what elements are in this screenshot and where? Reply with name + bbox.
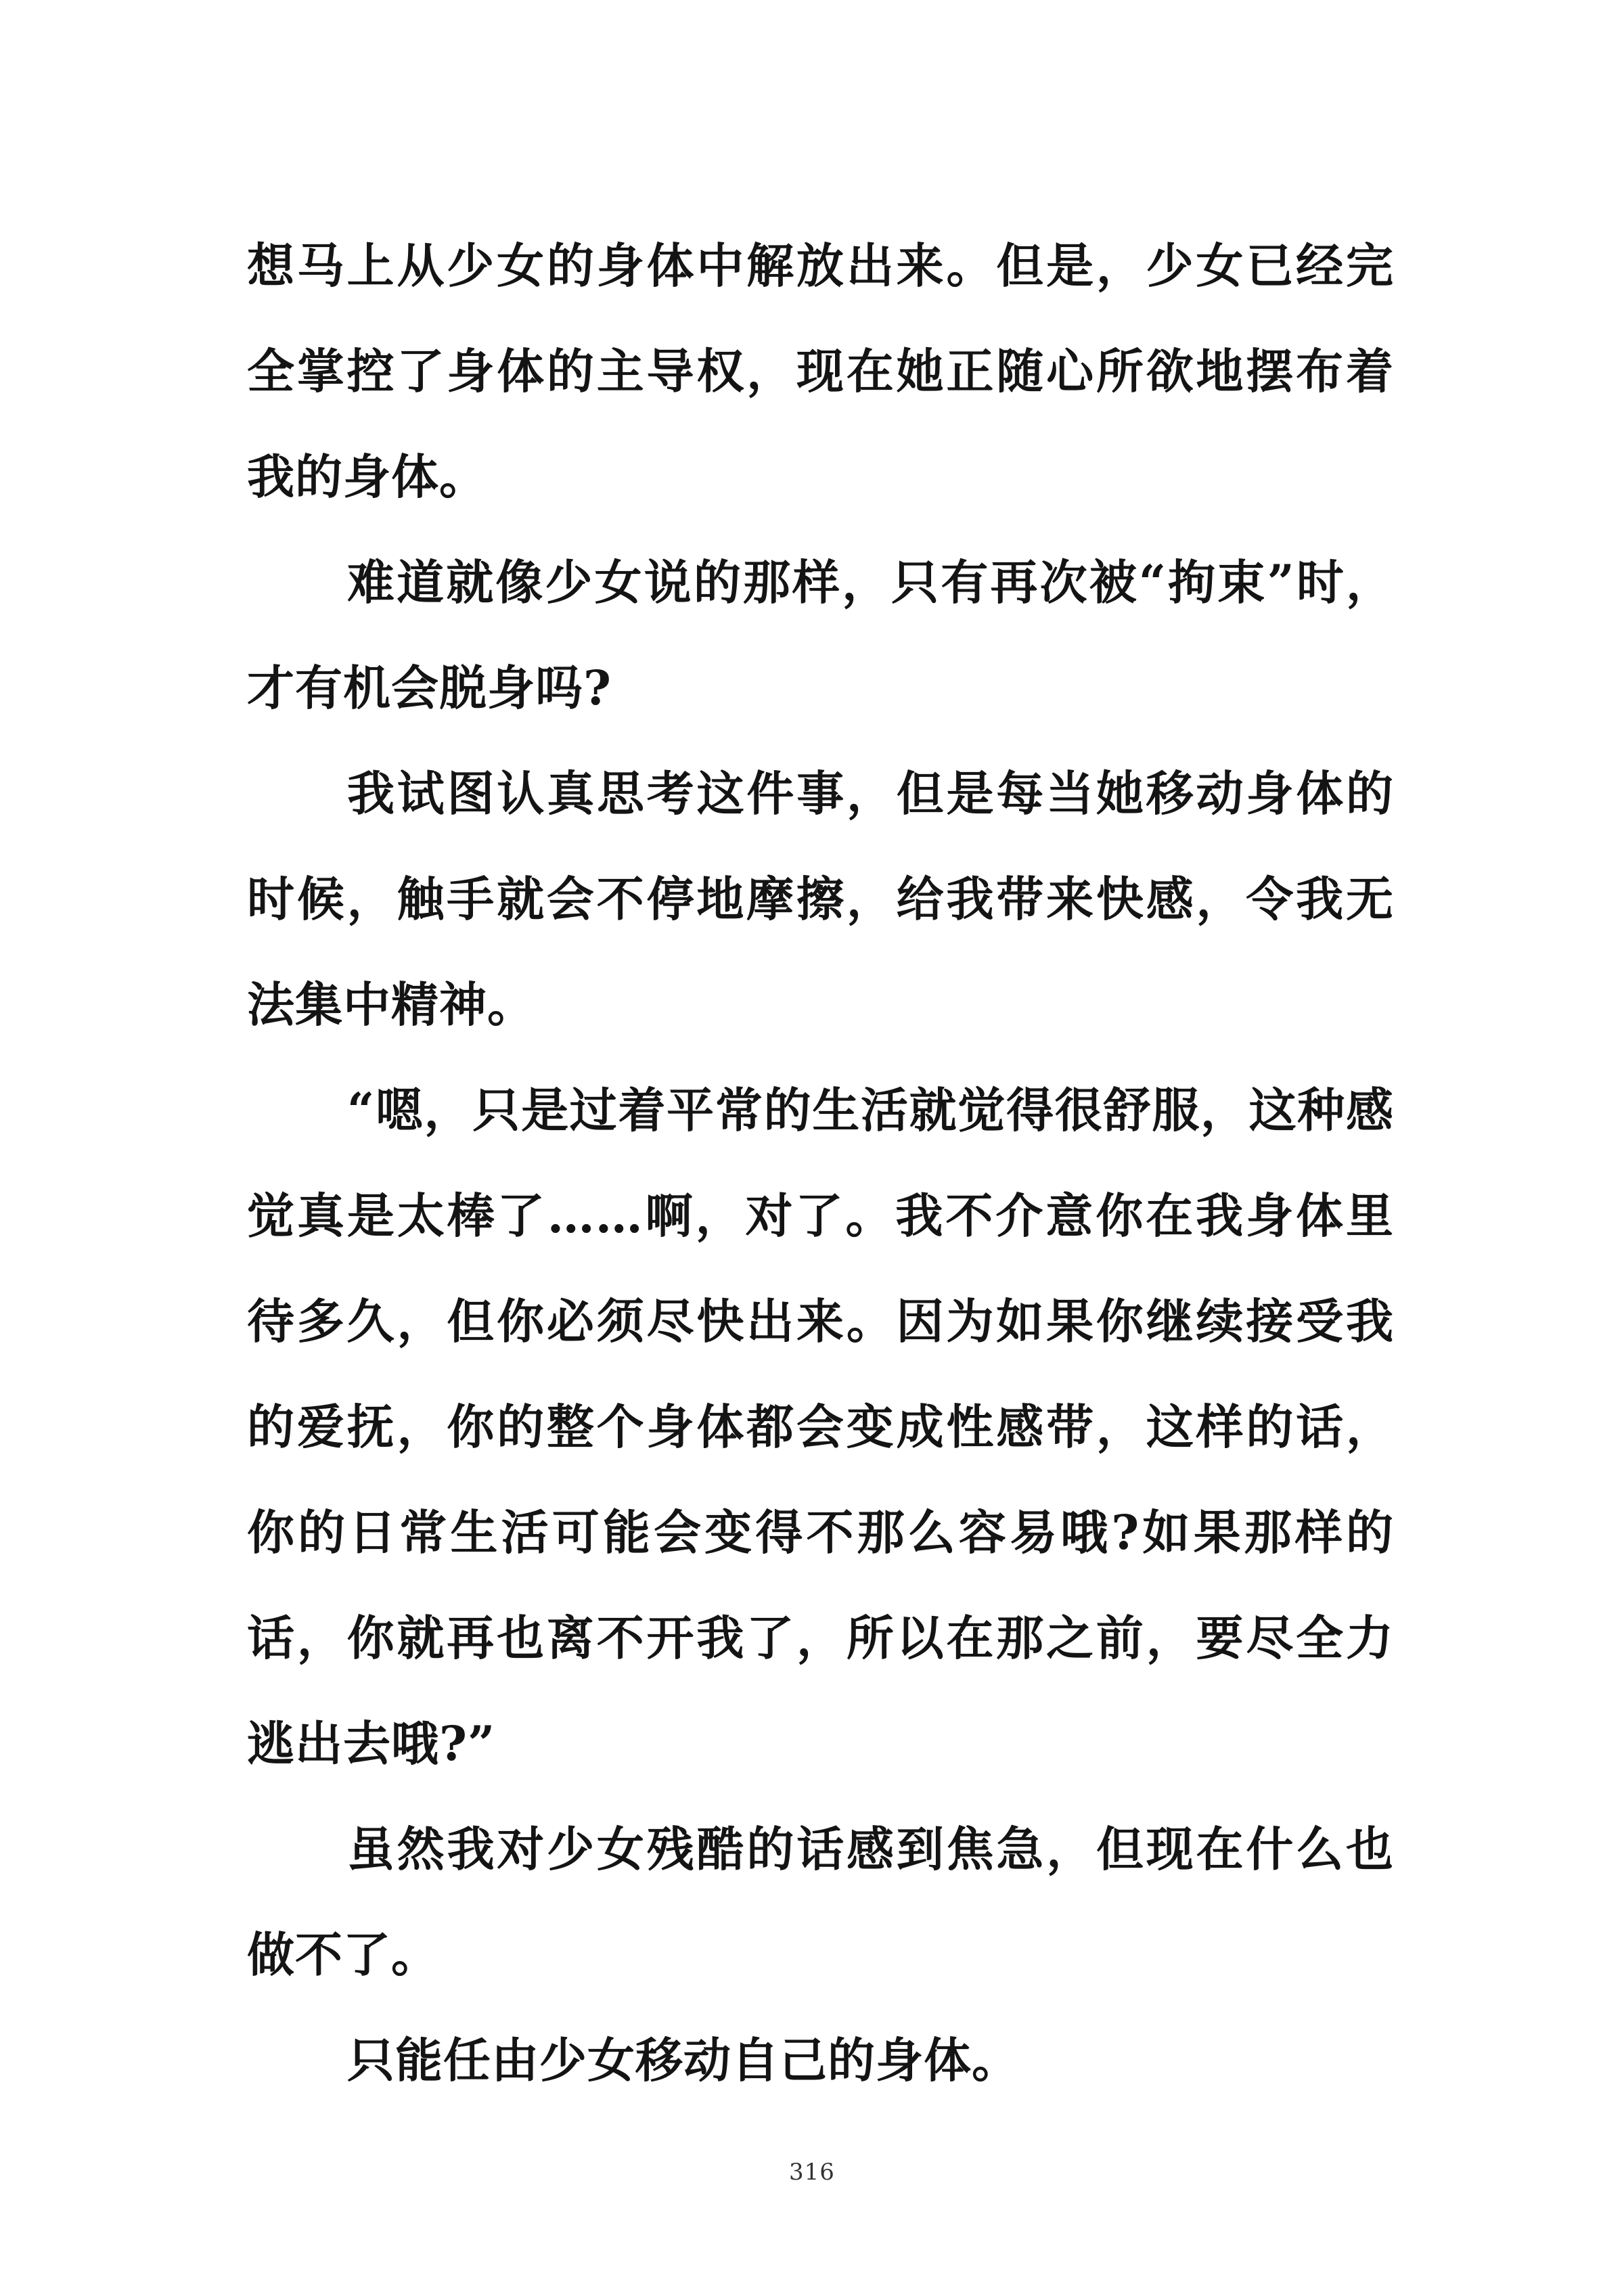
paragraph-6: 只能任由少女移动自己的身体。 (347, 2032, 1020, 2088)
body-text (247, 213, 1394, 2113)
paragraph-4: “嗯，只是过着平常的生活就觉得很舒服，这种感觉真是太棒了……啊，对了。我不介意你在我身体里待多久，但你必须尽快出来。因为如果你继续接受我的爱抚，你的整个身体都会变成性感带，这样的话，你的日常生活可能会变得不那么容易哦?如果那样的话，你就再也离不开我了，所以在那之前，要尽全力逃出去哦?” (247, 1082, 1394, 1772)
paragraph-3: 我试图认真思考这件事，但是每当她移动身体的时候，触手就会不停地摩擦，给我带来快感，令我无法集中精神。 (247, 765, 1394, 1033)
paragraph-5: 虽然我对少女残酷的话感到焦急，但现在什么也做不了。 (247, 1821, 1394, 1983)
paragraph-1: 想马上从少女的身体中解放出来。但是，少女已经完全掌控了身体的主导权，现在她正随心所欲地摆布着我的身体。 (247, 238, 1394, 505)
page-number: 316 (789, 2159, 835, 2186)
paragraph-2: 难道就像少女说的那样，只有再次被“拘束”时，才有机会脱身吗? (247, 554, 1394, 716)
